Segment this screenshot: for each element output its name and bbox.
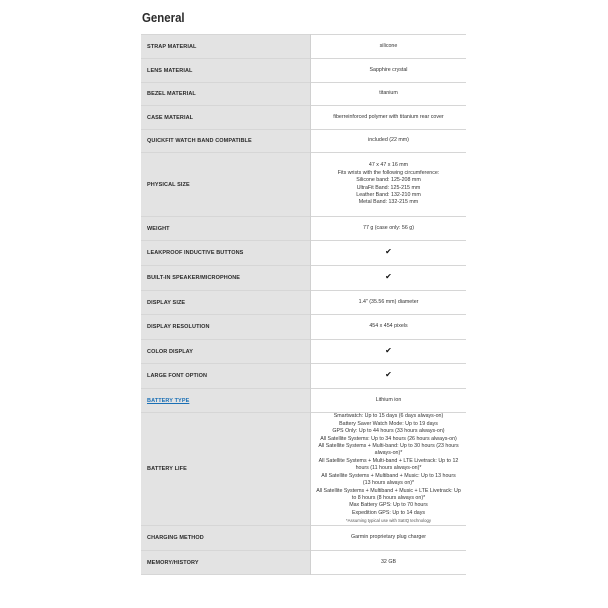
spec-row (141, 526, 466, 551)
spec-table-body (141, 35, 466, 575)
spec-value (311, 291, 467, 315)
spec-row (141, 291, 466, 315)
spec-label-text: LENS MATERIAL (147, 67, 193, 74)
spec-value-line: 32 GB (380, 558, 397, 565)
spec-value (311, 340, 467, 364)
spec-label (141, 266, 311, 291)
spec-label-text: DISPLAY RESOLUTION (147, 324, 210, 330)
spec-footnote: *Assuming typical use with SatIQ technology (345, 518, 432, 524)
spec-label-text: MEMORY/HISTORY (147, 559, 199, 566)
spec-value (311, 130, 467, 153)
spec-value-line: to 8 hours (8 hours always on)* (351, 494, 426, 501)
spec-value (311, 59, 467, 83)
spec-value (311, 364, 467, 389)
spec-table (141, 34, 466, 575)
spec-value-line: Lithium ion (375, 396, 402, 403)
spec-label-text: BATTERY LIFE (147, 466, 187, 472)
spec-row (141, 83, 466, 106)
spec-value-line: 47 x 47 x 16 mm (368, 162, 409, 169)
spec-value (311, 35, 467, 59)
spec-label (141, 526, 311, 551)
spec-value-line: All Satellite Systems: Up to 34 hours (26 hours always-on) (320, 435, 457, 442)
spec-value (311, 551, 467, 575)
spec-row (141, 241, 466, 266)
spec-value-line: silicone (379, 42, 398, 49)
spec-value (311, 106, 467, 130)
spec-value-line: (13 hours always on)* (362, 480, 415, 487)
spec-label-text: WEIGHT (147, 225, 170, 232)
spec-label (141, 106, 311, 130)
spec-label (141, 241, 311, 266)
spec-value (311, 217, 467, 241)
spec-label (141, 153, 311, 217)
checkmark-icon: ✔ (385, 370, 392, 380)
spec-value-line: included (22 mm) (368, 137, 409, 144)
spec-row (141, 315, 466, 340)
spec-label-text: PHYSICAL SIZE (147, 181, 190, 188)
spec-label-text: COLOR DISPLAY (147, 348, 194, 355)
spec-value-line: 77 g (case only: 56 g) (363, 224, 414, 231)
spec-row (141, 35, 466, 59)
spec-value-line: Metal Band: 132-215 mm (358, 199, 419, 206)
spec-label (141, 413, 311, 526)
spec-row (141, 413, 466, 526)
spec-value-line: Smartwatch: Up to 15 days (6 days always-on) (333, 413, 444, 420)
spec-label-text: LEAKPROOF INDUCTIVE BUTTONS (147, 250, 244, 256)
spec-label-text: DISPLAY SIZE (147, 299, 186, 306)
battery-type-link[interactable]: BATTERY TYPE (147, 397, 190, 404)
spec-value-line: Expedition GPS: Up to 14 days (351, 509, 426, 516)
checkmark-icon: ✔ (385, 272, 392, 282)
spec-label (141, 340, 311, 364)
spec-value-line: hours (11 hours always-on)* (355, 465, 422, 472)
spec-value-line: Garmin proprietary plug charger (350, 534, 427, 541)
spec-value-line: All Satellite Systems + Multiband + Music: Up to 13 hours (321, 472, 456, 479)
spec-value-line: Leather Band: 132-210 mm (356, 191, 421, 198)
spec-label-text: STRAP MATERIAL (147, 43, 197, 50)
spec-value-line: All Satellite Systems + Multi-band + LTE Livetrack: Up to 12 (318, 457, 459, 464)
spec-value-line: titanium (379, 90, 398, 97)
spec-value-line: Max Battery GPS: Up to 70 hours (349, 502, 428, 509)
spec-row (141, 364, 466, 389)
spec-value (311, 413, 467, 526)
spec-row (141, 217, 466, 241)
spec-value (311, 315, 467, 340)
spec-value-line: 454 x 454 pixels (369, 323, 408, 330)
checkmark-icon: ✔ (385, 247, 392, 257)
spec-row (141, 106, 466, 130)
spec-value (311, 266, 467, 291)
spec-value-line: All Satellite Systems + Multi-band: Up to 30 hours (23 hours (318, 443, 459, 450)
spec-label-text: BUILT-IN SPEAKER/MICROPHONE (147, 275, 241, 281)
spec-row (141, 551, 466, 575)
spec-row (141, 389, 466, 413)
spec-label (141, 59, 311, 83)
spec-label-text: CHARGING METHOD (147, 535, 204, 541)
spec-label (141, 130, 311, 153)
spec-label (141, 35, 311, 59)
spec-value-line: Silicone band: 125-208 mm (356, 177, 421, 184)
spec-value-line: Fits wrists with the following circumference: (337, 169, 440, 176)
spec-row (141, 130, 466, 153)
spec-row (141, 59, 466, 83)
spec-label (141, 315, 311, 340)
spec-value (311, 526, 467, 551)
spec-label-text: CASE MATERIAL (147, 114, 194, 121)
spec-label-text: BEZEL MATERIAL (147, 91, 196, 97)
spec-value (311, 241, 467, 266)
section-title: General (142, 10, 185, 25)
spec-label (141, 217, 311, 241)
spec-label (141, 291, 311, 315)
spec-row (141, 153, 466, 217)
spec-label-text: QUICKFIT WATCH BAND COMPATIBLE (147, 138, 252, 144)
spec-value-line: 1.4" (35.56 mm) diameter (358, 298, 419, 305)
spec-row (141, 266, 466, 291)
spec-value (311, 83, 467, 106)
spec-label (141, 364, 311, 389)
spec-value (311, 153, 467, 217)
spec-value-line: GPS Only: Up to 44 hours (33 hours always-on) (332, 428, 445, 435)
spec-value-line: always-on)* (374, 450, 403, 457)
spec-value-line: fiberreinforced polymer with titanium rear cover (333, 113, 444, 120)
spec-value-line: Sapphire crystal (369, 66, 408, 73)
spec-value (311, 389, 467, 413)
checkmark-icon: ✔ (385, 345, 392, 355)
spec-value-line: Battery Saver Watch Mode: Up to 19 days (339, 420, 438, 427)
spec-value-line: UltraFit Band: 125-215 mm (356, 184, 421, 191)
spec-label (141, 551, 311, 575)
spec-label-text: LARGE FONT OPTION (147, 373, 208, 379)
spec-label (141, 83, 311, 106)
spec-label (141, 389, 311, 413)
spec-value-line: All Satellite Systems + Multiband + Music + LTE Livetrack: Up (316, 487, 461, 494)
spec-row (141, 340, 466, 364)
